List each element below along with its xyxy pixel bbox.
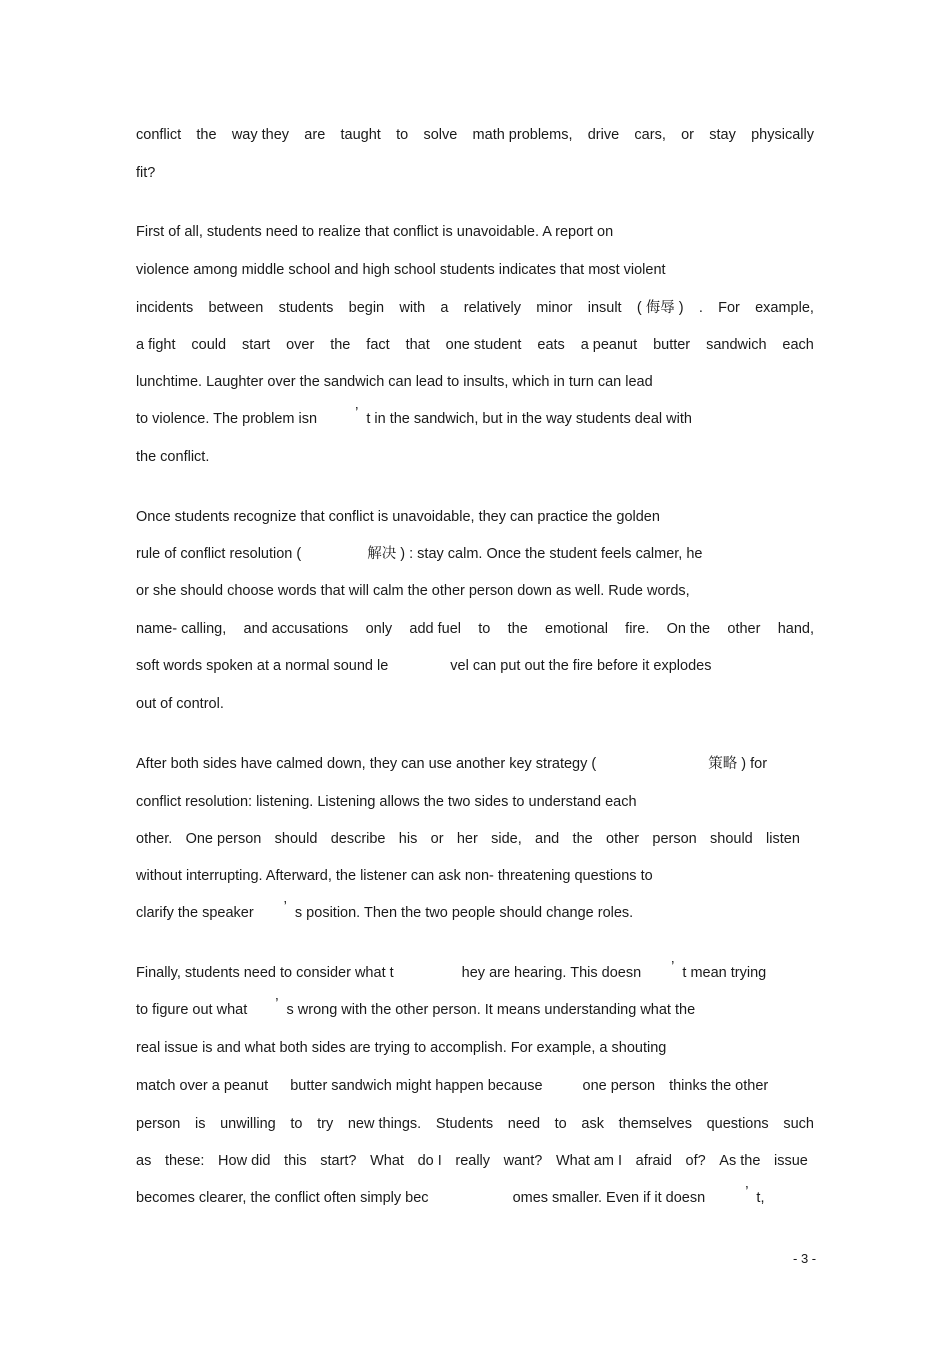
p3-line-2: rule of conflict resolution ( 解决 ) : stay calm. Once the student feels calmer, he (136, 546, 703, 562)
p4-line-5: clarify the speaker ’ s position. Then the two people should change roles. (136, 899, 634, 921)
p5-line-7: becomes clearer, the conflict often simply bec omes smaller. Even if it doesn ’ t, (136, 1184, 765, 1206)
p3-line-3: or she should choose words that will calm the other person down as well. Rude words, (136, 583, 690, 599)
p2-line-3: incidents between students begin with a relatively minor insult ( 侮辱 ) . For example, (136, 300, 814, 316)
p2-line-2: violence among middle school and high school students indicates that most violent (136, 262, 666, 278)
p3-line-6: out of control. (136, 696, 224, 712)
p4-line-3: other. One person should describe his or her side, and the other person should listen (136, 831, 800, 847)
p5-line-5: person is unwilling to try new things. Students need to ask themselves questions such (136, 1116, 814, 1132)
p2-line-5: lunchtime. Laughter over the sandwich can lead to insults, which in turn can lead (136, 374, 653, 390)
p5-line-2: to figure out what ’ s wrong with the other person. It means understanding what the (136, 996, 696, 1018)
p1-line-2: fit? (136, 165, 156, 181)
p2-line-6: to violence. The problem isn ’ t in the sandwich, but in the way students deal with (136, 405, 692, 427)
p5-line-4: match over a peanut butter sandwich might happen because one person thinks the other (136, 1078, 769, 1094)
p5-line-1: Finally, students need to consider what t hey are hearing. This doesn ’ t mean trying (136, 959, 767, 981)
p2-line-1: First of all, students need to realize that conflict is unavoidable. A report on (136, 224, 614, 240)
p3-line-4: name- calling, and accusations only add fuel to the emotional fire. On the other hand, (136, 621, 814, 637)
page-number: - 3 - (793, 1251, 817, 1266)
p2-line-4: a fight could start over the fact that one student eats a peanut butter sandwich each (136, 337, 814, 353)
p4-line-1: After both sides have calmed down, they can use another key strategy ( 策略 ) for (136, 756, 768, 772)
p4-line-4: without interrupting. Afterward, the listener can ask non- threatening questions to (136, 868, 653, 884)
p4-line-2: conflict resolution: listening. Listening allows the two sides to understand each (136, 794, 637, 810)
p5-line-6: as these: How did this start? What do I really want? What am I afraid of? As the issue (136, 1153, 808, 1169)
p3-line-1: Once students recognize that conflict is unavoidable, they can practice the golden (136, 509, 660, 525)
p2-line-7: the conflict. (136, 449, 210, 465)
p3-line-5: soft words spoken at a normal sound le vel can put out the fire before it explodes (136, 658, 712, 674)
p1-line-1: conflict the way they are taught to solve math problems, drive cars, or stay physically (136, 127, 814, 143)
p5-line-3: real issue is and what both sides are trying to accomplish. For example, a shouting (136, 1040, 667, 1056)
